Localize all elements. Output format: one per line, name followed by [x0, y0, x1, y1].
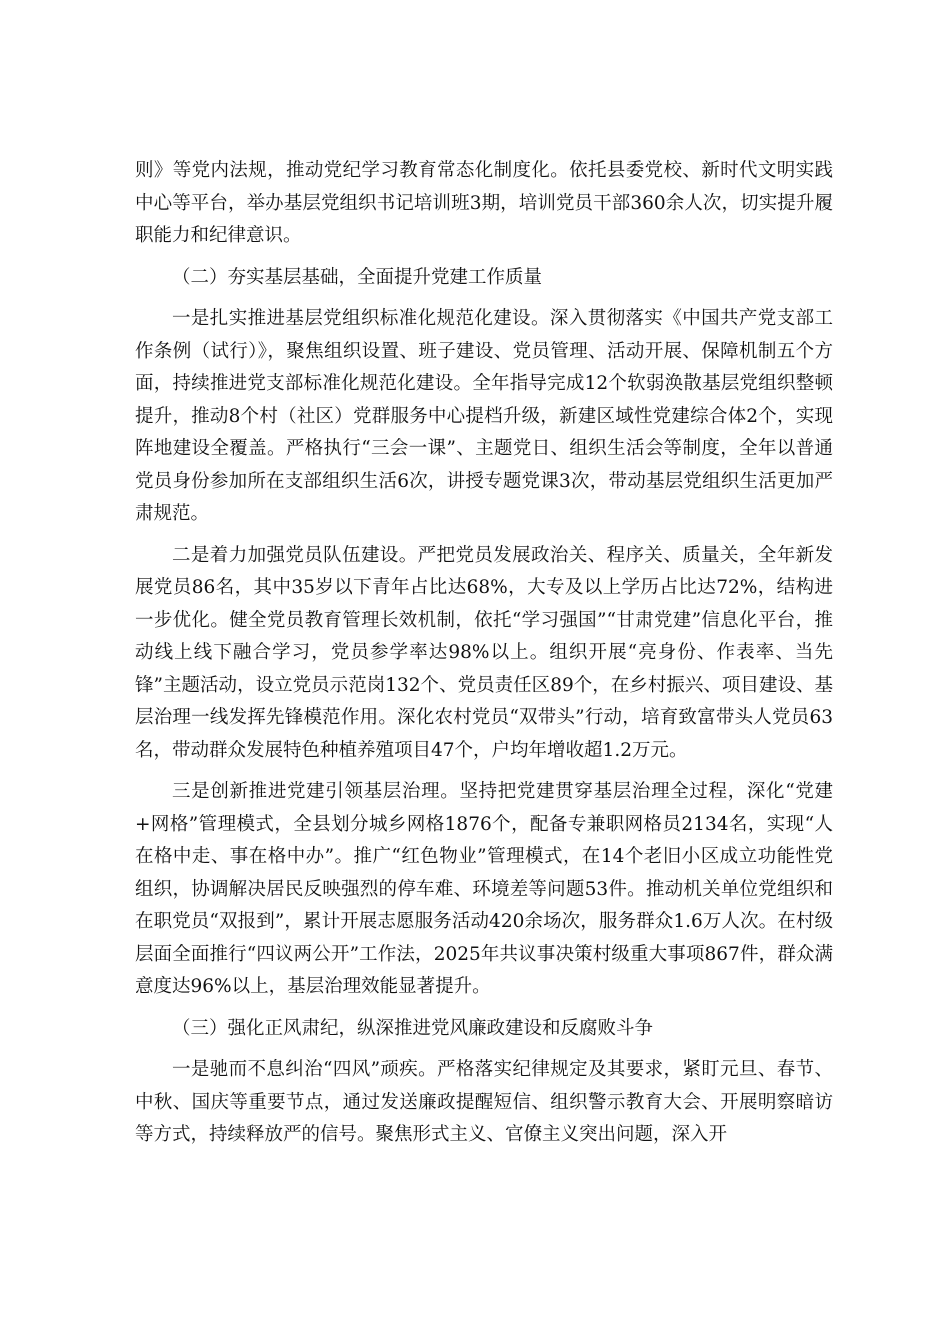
- body-paragraph-governance: 三是创新推进党建引领基层治理。坚持把党建贯穿基层治理全过程，深化“党建+网格”管理模式，全县划分城乡网格1876个，配备专兼职网格员2134名，实现“人在格中走、事在格中办”。推广“红色物业”管理模式，在14个老旧小区成立功能性党组织，协调解决居民反映强烈的停车难、环境差等问题53件。推动机关单位党组织和在职党员“双报到”，累计开展志愿服务活动420余场次，服务群众1.6万人次。在村级层面全面推行“四议两公开”工作法，2025年共议事决策村级重大事项867件，群众满意度达96%以上，基层治理效能显著提升。: [135, 781, 833, 997]
- document-page: [135, 155, 833, 1161]
- body-paragraph-standardization: 一是扎实推进基层党组织标准化规范化建设。深入贯彻落实《中国共产党支部工作条例（试行）》，聚焦组织设置、班子建设、党员管理、活动开展、保障机制五个方面，持续推进党支部标准化规范化建设。全年指导完成12个软弱涣散基层党组织整顿提升，推动8个村（社区）党群服务中心提档升级，新建区域性党建综合体2个，实现阵地建设全覆盖。严格执行“三会一课”、主题党日、组织生活会等制度，全年以普通党员身份参加所在支部组织生活6次，讲授专题党课3次，带动基层党组织生活更加严肃规范。: [135, 308, 833, 524]
- body-paragraph-party-members: 二是着力加强党员队伍建设。严把党员发展政治关、程序关、质量关，全年新发展党员86名，其中35岁以下青年占比达68%，大专及以上学历占比达72%，结构进一步优化。健全党员教育管理长效机制，依托“学习强国”“甘肃党建”信息化平台，推动线上线下融合学习，党员参学率达98%以上。组织开展“亮身份、作表率、当先锋”主题活动，设立党员示范岗132个、党员责任区89个，在乡村振兴、项目建设、基层治理一线发挥先锋模范作用。深化农村党员“双带头”行动，培育致富带头人党员63名，带动群众发展特色种植养殖项目47个，户均年增收超1.2万元。: [135, 544, 833, 761]
- continuation-paragraph: 则》等党内法规，推动党纪学习教育常态化制度化。依托县委党校、新时代文明实践中心等平台，举办基层党组织书记培训班3期，培训党员干部360余人次，切实提升履职能力和纪律意识。: [135, 160, 833, 246]
- section-heading-2: （二）夯实基层基础，全面提升党建工作质量: [172, 266, 543, 288]
- body-paragraph-four-winds: 一是驰而不息纠治“四风”顽疾。严格落实纪律规定及其要求，紧盯元旦、春节、中秋、国庆等重要节点，通过发送廉政提醒短信、组织警示教育大会、开展明察暗访等方式，持续释放严的信号。聚焦形式主义、官僚主义突出问题，深入开: [135, 1059, 833, 1145]
- section-heading-3: （三）强化正风肃纪，纵深推进党风廉政建设和反腐败斗争: [172, 1017, 654, 1039]
